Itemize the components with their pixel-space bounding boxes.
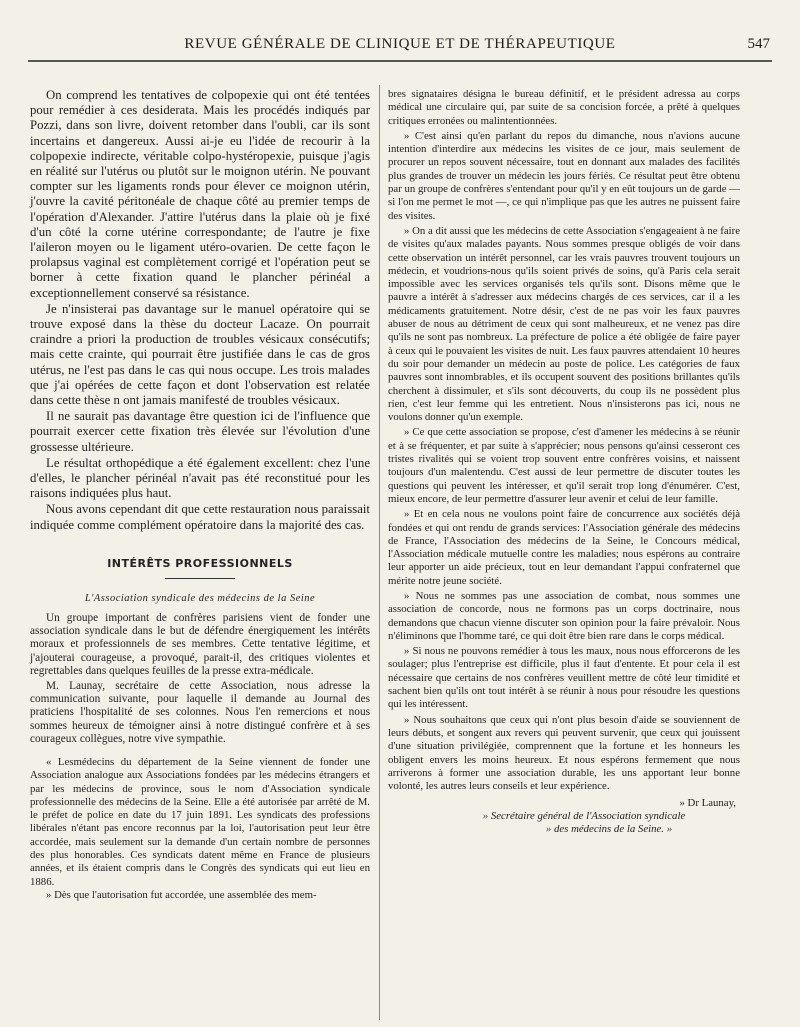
paragraph: » C'est ainsi qu'en parlant du repos du dimanche, nous n'avions aucune intention d'interdire aux médecins les visites de ce jour, mais seulement de procurer un repos souvent nécessaire, tout en donnant aux malades des facilités plus grandes de trouver un médecin les jours fériés. Ce résultat peut être obtenu par un groupe de confrères s'entendant pour qu'il y en eût toujours un de garde — si l'on me permet le mot —, ce qui n'implique pas que les autres ne puissent faire des visites.: [388, 129, 740, 222]
paragraph: Le résultat orthopédique a été également excellent: chez l'une d'elles, le plancher périnéal n'avait pas été reconstitué pour les raisons indiquées plus haut.: [30, 455, 370, 501]
paragraph: » Nous souhaitons que ceux qui n'ont plus besoin d'aide se souviennent de leurs débuts, et songent aux revers qui peuvent survenir, que ceux qui jouissent d'une situation privilégiée, comprennent que la fortune et les honneurs les obligent envers les moins heureux. Et nous espérons fermement que nous arriverons à former une association durable, les uns apportant leur bonne volonté, les autres leurs conseils et leur expérience.: [388, 713, 740, 793]
paragraph: » Dès que l'autorisation fut accordée, une assemblée des mem-: [46, 888, 317, 901]
paragraph: On comprend les tentatives de colpopexie qui ont été tentées pour remédier à ces desiderata. Mais les procédés indiqués par Pozzi, dans son livre, doivent retomber dans l'oubli, car ils sont incertains et dangereux. Aussi ai-je eu l'idée de recourir à la colpopexie indirecte, véritable colpo-hystéropexie, puisque j'agis en réalité sur l'utérus ou plutôt sur le moignon utérin. Ne pouvant compter sur les ligaments ronds pour élever ce moignon utérin, j'ouvre la cavité péritonéale de chaque côté au premier temps de l'opération d'Alexander. J'attire l'utérus dans la plaie où je fixé d'un côté la corne utérine correspondante; de l'autre je fixe l'aileron moyen ou le ligament utéro-ovarien. De cette façon le prolapsus vaginal est complètement corrigé et l'opération peut se borner à cette fixation quand le plancher périnéal a exceptionnellement conservé sa résistance.: [30, 88, 370, 300]
quoted-letter: [30, 756, 370, 902]
paragraph: « Lesmédecins du département de la Seine viennent de fonder une Association analogue aux Associations fondées par les médecins étrangers et par les médecins de province, sous le nom d'Association syndicale professionnelle des médecins de la Seine. Elle a été autorisée par arrêté de M. le préfet de police en date du 17 juin 1891. Les syndicats des professions libérales n'étant pas encore reconnus par la loi, l'autorisation peut leur être accordée, mais seulement sur la demande d'un certain nombre de personnes des plus honorables. Ces syndicats datent même en France de plusieurs années, et ils étaient compris dans le Congrès des syndicats qui eut lieu en 1886.: [30, 755, 370, 888]
article-surgery-continuation: [30, 88, 370, 533]
article-title: L'Association syndicale des médecins de la Seine: [84, 592, 316, 604]
header-rule: [28, 60, 772, 62]
signature-organization: » des médecins de la Seine. »: [545, 823, 673, 836]
paragraph-continuation: bres signataires désigna le bureau définitif, et le président adressa au corps médical une circulaire qui, par suite de sa concision forcée, a prêté à quelques critiques erronées ou malintentionnées.: [388, 88, 740, 127]
signature-name: » Dr Launay,: [679, 797, 736, 810]
paragraph: Nous avons cependant dit que cette restauration nous paraissait indiquée comme complément opératoire dans la majorité des cas.: [30, 502, 370, 532]
paragraph: » Si nous ne pouvons remédier à tous les maux, nous nous efforcerons de les soulager; plus l'entreprise est difficile, plus il faut d'entente. Et pour cela il est nécessaire que certains de nos confrères veuillent mettre de côté leur timidité et sachent bien qu'ils ont tout intérêt à se réunir à nous pour résoudre les questions qui les intéressent.: [388, 645, 740, 711]
section-rule: [165, 578, 235, 579]
paragraph: Il ne saurait pas davantage être question ici de l'influence que pourrait exercer cette fixation très élevée sur l'évolution d'une grossesse ultérieure.: [30, 409, 370, 454]
column-divider: [379, 85, 380, 1020]
paragraph: » Ce que cette association se propose, c'est d'amener les médecins à se réunir et à se fréquenter, et par suite à s'apprécier; nous pensons qu'ainsi cesseront ces tristes rivalités qui se voient trop souvent entre confrères voisins, et naissent toujours d'un malentendu. C'est aussi de leur permettre de discuter toutes les questions qui peuvent les intéresser, et qu'il serait trop long d'énumérer. C'est, mieux encore, de leur permettre d'assurer leur avenir et celui de leur famille.: [388, 426, 740, 505]
signature-role: » Secrétaire général de l'Association syndicale: [482, 810, 686, 823]
paragraph: » On a dit aussi que les médecins de cette Association s'engageaient à ne faire de visites qu'aux malades payants. Nous sommes presque obligés de voir dans cette observation un intérêt personnel, car les vrais pauvres trouvent toujours un médecin, et voudrions-nous qu'ils soient privés de soins, qu'à Paris cela serait impossible avec les services organisés tels qu'ils sont. Disons même que le pauvre a intérêt à s'adresser aux médecins chargés de ces services, car il a les médicaments gratuitement. Notre désir, c'est de ne pas voir les faux pauvres abuser de nous au détriment de ceux qui sont malheureux, et ne venez pas dire qu'ils ne sont pas nombreux. La préfecture de police a été obligée de faire payer à ceux qui le pouvaient les visites de nuit. Les faux pauvres attendaient 10 heures du soir pour demander un médecin au poste de police. Les catégories de faux pauvres sont innombrables, et ils occupent souvent des positions brillantes qu'ils cherchent à dissimuler, et s'ils sont découverts, du coup ils ne possèdent plus rien, c'est leur femme qui les entretient. Nous n'insisterons pas ici, nous ne voulons donner qu'un exemple.: [388, 224, 740, 424]
right-column: [388, 88, 740, 836]
left-column: [30, 88, 370, 902]
paragraph: M. Launay, secrétaire de cette Association, nous adresse la communication suivante, pour laquelle il demande au Journal des praticiens l'hospitalité de ses colonnes. Nous l'en remercions et nous sommes heureux de témoigner ainsi à notre distingué confrère et à ses courageux collègues, notre vive sympathie.: [30, 679, 370, 745]
signature-block: [388, 797, 740, 836]
section-heading: INTÉRÊTS PROFESSIONNELS: [107, 556, 293, 570]
paragraph: Un groupe important de confrères parisiens vient de fonder une association syndicale dans le but de défendre énergiquement les intérêts moraux et professionnels de ses membres. Cette tentative légitime, et j'ajouterai courageuse, a provoqué, parait-il, des critiques violentes et regrettables dans quelques feuilles de la presse extra-médicale.: [30, 611, 370, 677]
paragraph: » Nous ne sommes pas une association de combat, nous sommes une association de concorde, nous ne formons pas un corps doctrinaire, nous demandons que chacun vienne discuter son opinion pour la faire prévaloir. Nous n'éliminons que l'homme taré, ce qui doit être bien rare dans le corps médical.: [388, 589, 740, 642]
paragraph: » Et en cela nous ne voulons point faire de concurrence aux sociétés déjà fondées et qui ont rendu de grands services: l'Association générale des médecins de France, l'Association des médecins de la Seine, le Concours médical, l'Association médicale mutuelle contre les maladies; nous espérons au contraire leur apporter un aide précieux, tout en leur demandant l'appui confraternel que mérite notre jeune société.: [388, 508, 740, 587]
running-header: [30, 36, 770, 56]
article-intro: [30, 612, 370, 746]
paragraph: Je n'insisterai pas davantage sur le manuel opératoire qui se trouve exposé dans la thèse du docteur Lacaze. On pourrait craindre a priori la production de troubles vésicaux consécutifs; mais cette crainte, qui pourrait être justifiée dans le cas de gros utérus, ne l'est pas dans le cas qui nous occupe. Les trois malades que j'ai opérées de cette façon et dont l'observation est relatée dans cette thèse n ont jamais manifesté de troubles vésicaux.: [30, 301, 370, 408]
page-number: 547: [747, 36, 770, 52]
journal-title: REVUE GÉNÉRALE DE CLINIQUE ET DE THÉRAPEUTIQUE: [184, 36, 616, 52]
